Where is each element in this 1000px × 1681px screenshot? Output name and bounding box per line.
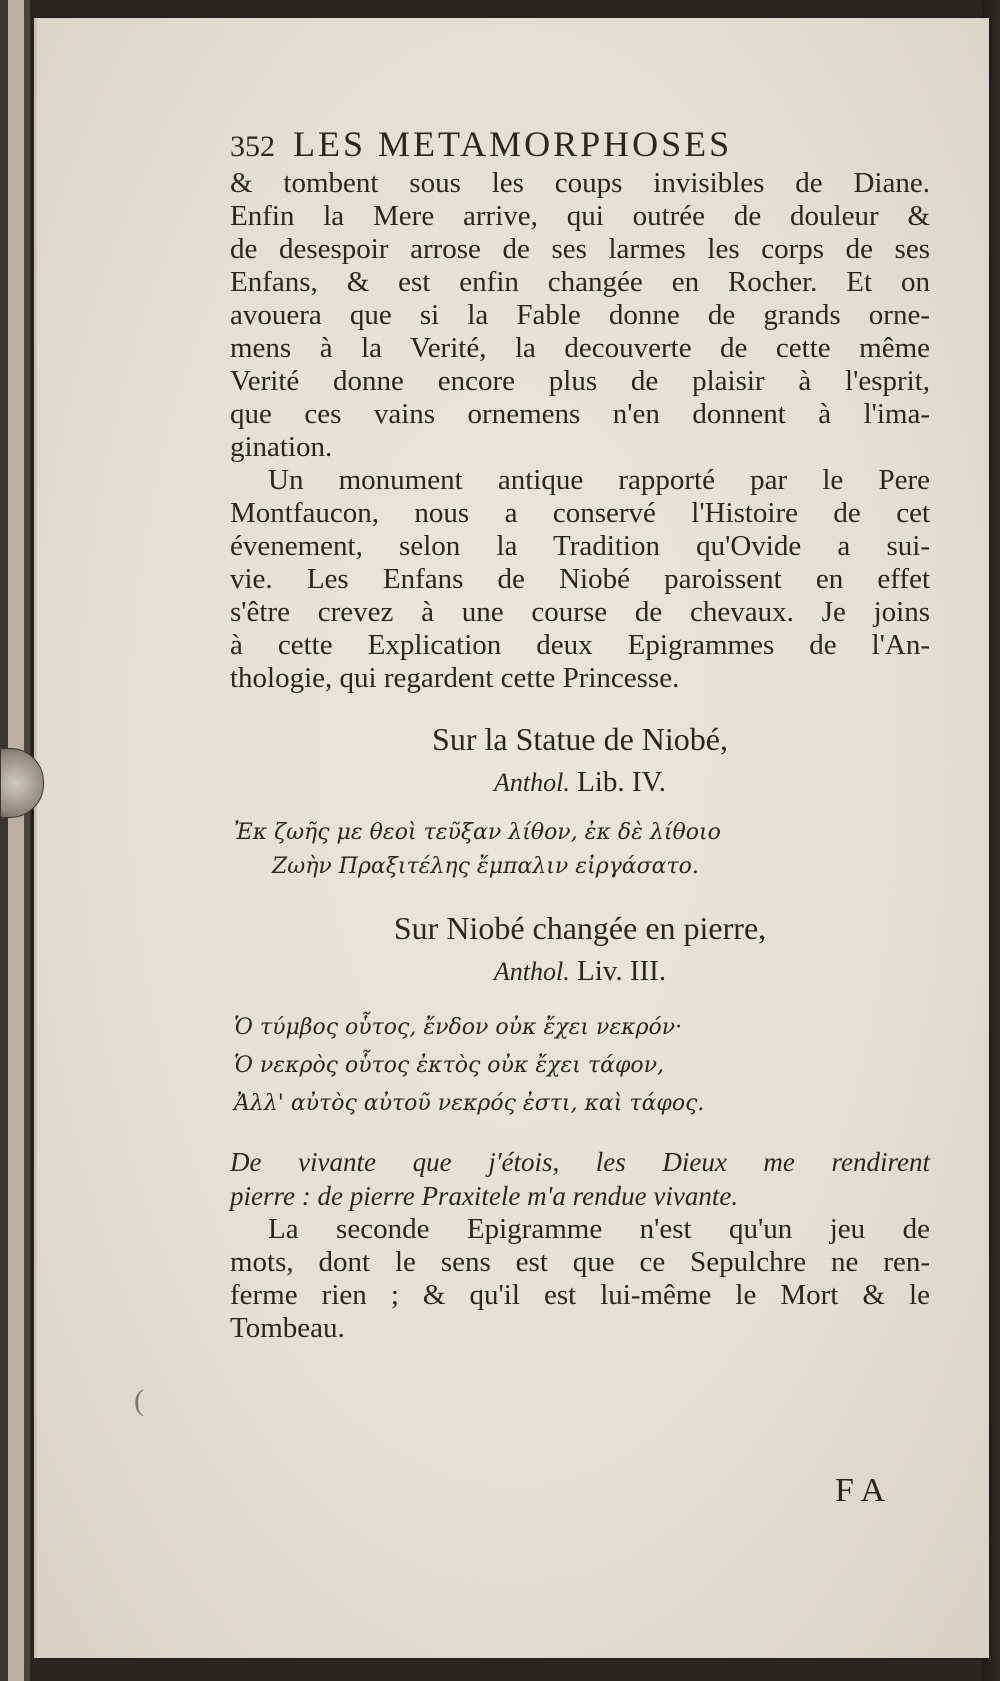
greek-line: Ὁ νεκρὸς οὗτος ἐκτὸς οὐκ ἔχει τάφον, <box>234 1053 664 1078</box>
epigram-1-source <box>230 763 930 802</box>
text-line: de desespoir arrose de ses larmes les corps de ses <box>230 233 930 265</box>
paragraph-2 <box>230 464 930 695</box>
translation <box>230 1145 930 1213</box>
text-line: Enfin la Mere arrive, qui outrée de douleur & <box>230 200 930 232</box>
paragraph-3 <box>230 1213 930 1345</box>
source-abbrev: Anthol. <box>493 957 570 986</box>
text-line: avouera que si la Fable donne de grands orne- <box>230 299 930 331</box>
text-line: thologie, qui regardent cette Princesse. <box>230 662 680 694</box>
greek-line: Ζωὴν Πραξιτέλης ἔμπαλιν εἰργάσατο. <box>272 854 699 879</box>
text-line: évenement, selon la Tradition qu'Ovide a sui- <box>230 530 930 562</box>
source-abbrev: Anthol. <box>494 768 570 797</box>
source-ref: Lib. IV. <box>577 766 666 798</box>
margin-mark: ( <box>134 1384 144 1417</box>
text-line: La seconde Epigramme n'est qu'un jeu de <box>268 1213 930 1245</box>
text-line: mots, dont le sens est que ce Sepulchre ne ren- <box>230 1246 930 1278</box>
text-line: gination. <box>230 431 333 463</box>
text-line: s'être crevez à une course de chevaux. Je joins <box>230 596 930 628</box>
text-line: Tombeau. <box>230 1312 345 1344</box>
running-header <box>230 124 930 164</box>
greek-line: Ἐκ ζωῆς με θεοὶ τεῦξαν λίθον, ἐκ δὲ λίθοιο <box>234 820 721 845</box>
page-number: 352 <box>230 130 275 163</box>
text-line: Montfaucon, nous a conservé l'Histoire de cet <box>230 497 930 529</box>
epigram-1-title: Sur la Statue de Niobé, <box>432 721 728 757</box>
text-line: que ces vains ornemens n'en donnent à l'ima- <box>230 398 930 430</box>
text-line: Un monument antique rapporté par le Pere <box>268 464 930 496</box>
text-line: pierre : de pierre Praxitele m'a rendue vivante. <box>230 1181 739 1211</box>
text-line: Enfans, & est enfin changée en Rocher. Et on <box>230 266 930 298</box>
paragraph-1 <box>230 167 930 464</box>
text-line: ferme rien ; & qu'il est lui-même le Mort & le <box>230 1279 930 1311</box>
greek-line: Ἀλλ' αὐτὸς αὐτοῦ νεκρός ἐστι, καὶ τάφος. <box>234 1091 705 1116</box>
text-line: mens à la Verité, la decouverte de cette même <box>230 332 930 364</box>
signature-mark: F A <box>835 1472 886 1509</box>
epigram-2-title: Sur Niobé changée en pierre, <box>393 910 767 946</box>
epigram-2-source <box>230 952 930 991</box>
text-line: Verité donne encore plus de plaisir à l'esprit, <box>230 365 930 397</box>
text-line: De vivante que j'étois, les Dieux me rendirent <box>230 1147 930 1177</box>
page-text <box>230 124 930 1345</box>
text-line: vie. Les Enfans de Niobé paroissent en effet <box>230 563 930 595</box>
text-line: & tombent sous les coups invisibles de Diane. <box>230 167 930 199</box>
text-line: à cette Explication deux Epigrammes de l'An- <box>230 629 930 661</box>
epigram-2-greek <box>230 1009 930 1123</box>
source-ref: Liv. III. <box>576 955 667 987</box>
running-head: LES METAMORPHOSES <box>293 124 733 164</box>
greek-line: Ὁ τύμβος οὗτος, ἔνδον οὐκ ἔχει νεκρόν· <box>234 1015 683 1040</box>
